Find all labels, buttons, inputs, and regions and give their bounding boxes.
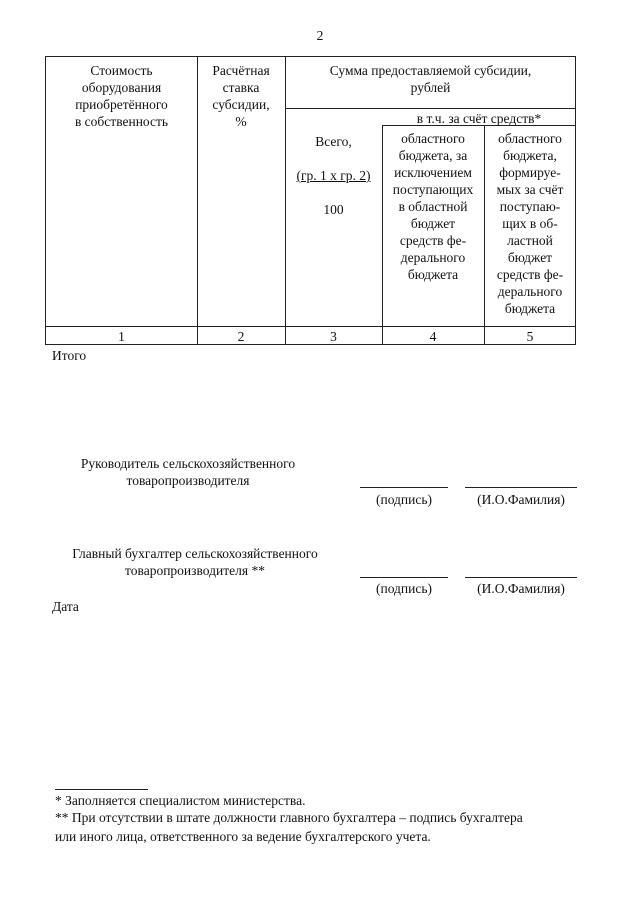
column-number-4: 4 xyxy=(429,329,437,344)
page-number: 2 xyxy=(316,28,324,43)
head-signature-label: (подпись) xyxy=(375,492,433,507)
total-label: Итого xyxy=(52,348,87,363)
head-name-label: (И.О.Фамилия) xyxy=(477,492,565,507)
column-number-3: 3 xyxy=(330,329,337,344)
accountant-signature-label: (подпись) xyxy=(375,581,433,596)
accountant-signature-line xyxy=(360,577,448,578)
header-subsidy-amount: Сумма предоставляемой субсидии, рублей xyxy=(329,63,532,95)
head-signature-line xyxy=(360,487,448,488)
header-total-divisor: 100 xyxy=(323,202,344,217)
footnote-1: * Заполняется специалистом министерства. xyxy=(55,793,306,808)
header-funding-sources: в т.ч. за счёт средств* xyxy=(416,111,542,126)
header-equipment-cost: Стоимость оборудования приобретённого в собственность xyxy=(74,63,169,129)
head-title: Руководитель сельскохозяйственного товаропроизводителя xyxy=(80,456,296,488)
head-name-line xyxy=(465,487,577,488)
header-total xyxy=(285,116,382,235)
date-label: Дата xyxy=(52,599,79,614)
footnote-separator xyxy=(55,789,148,790)
column-number-2: 2 xyxy=(237,329,245,344)
header-total-label: Всего, xyxy=(315,134,352,149)
column-number-1: 1 xyxy=(118,329,125,344)
header-regional-budget-from-federal: областного бюджета, формируе- мых за счёт поступаю- щих в об- ластной бюджет средств фе- дерального бюджета xyxy=(496,131,564,316)
footnote-2-line2: или иного лица, ответственного за ведение бухгалтерского учета. xyxy=(55,829,431,844)
header-subsidy-rate: Расчётная ставка субсидии, % xyxy=(212,63,270,129)
accountant-title: Главный бухгалтер сельскохозяйственного товаропроизводителя ** xyxy=(72,546,318,578)
accountant-name-label: (И.О.Фамилия) xyxy=(477,581,565,596)
column-number-5: 5 xyxy=(526,329,534,344)
footnote-2-line1: ** При отсутствии в штате должности главного бухгалтера – подпись бухгалтера xyxy=(55,810,523,825)
header-total-formula: (гр. 1 х гр. 2) xyxy=(296,168,371,183)
header-regional-budget-excl-federal: областного бюджета, за исключением поступающих в областной бюджет средств фе- дерального бюджета xyxy=(392,131,474,282)
accountant-name-line xyxy=(465,577,577,578)
